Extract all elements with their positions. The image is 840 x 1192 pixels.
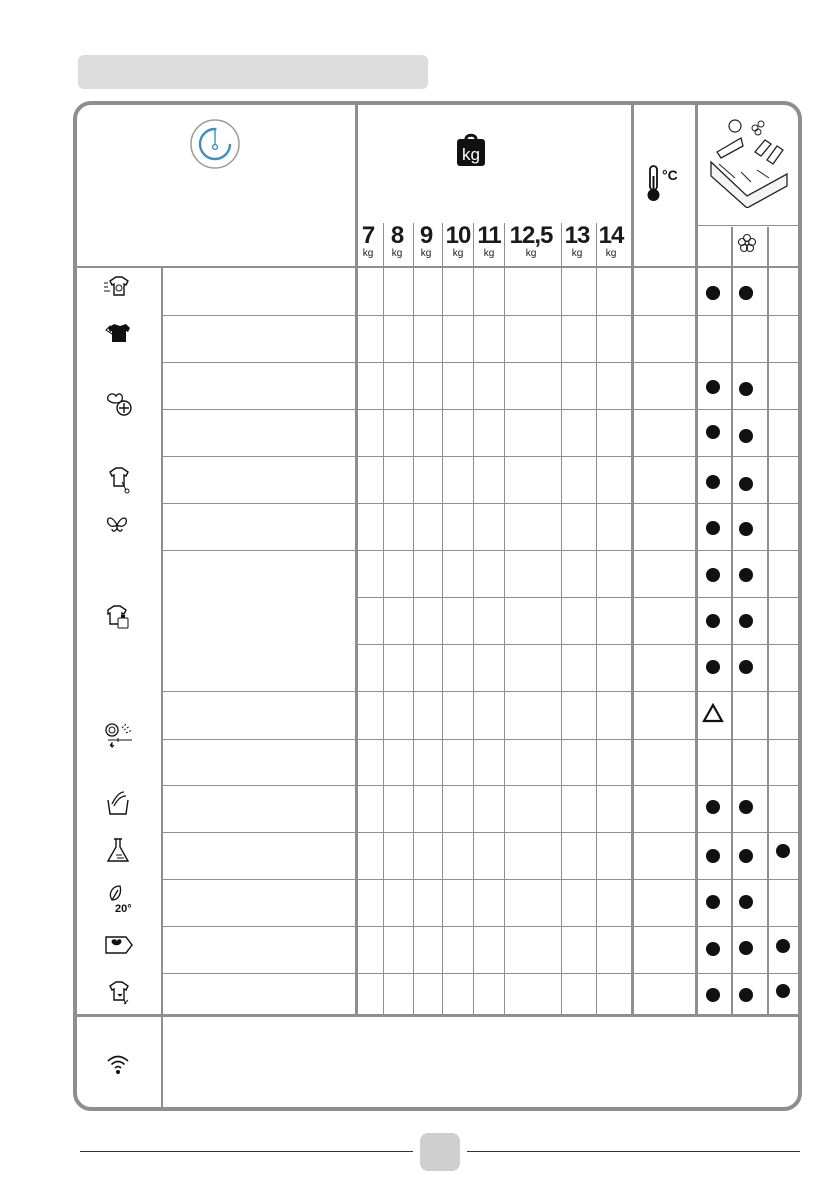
detergent-dot	[739, 568, 753, 582]
detergent-dot	[706, 475, 720, 489]
row-divider	[161, 832, 802, 833]
triangle-icon	[702, 703, 724, 723]
footer-rule	[80, 1151, 413, 1152]
detergent-dot	[739, 614, 753, 628]
row-divider	[161, 879, 802, 880]
shirt-tag-icon	[104, 464, 134, 494]
detergent-dot	[706, 800, 720, 814]
mixed-shirts-icon	[104, 320, 134, 350]
detergent-dot	[739, 660, 753, 674]
flower-icon	[737, 233, 757, 253]
svg-text:°C: °C	[662, 167, 678, 183]
detergent-dot	[706, 849, 720, 863]
detergent-dot	[706, 614, 720, 628]
detergent-dot	[739, 522, 753, 536]
detergent-dot	[739, 988, 753, 1002]
capacity-value: 9	[419, 222, 433, 249]
grid-line	[383, 223, 384, 1015]
svg-text:20°: 20°	[115, 903, 132, 914]
row-divider	[161, 926, 802, 927]
grid-line	[731, 227, 733, 1015]
grid-line	[413, 223, 414, 1015]
stain-shirt-icon	[104, 978, 134, 1008]
row-divider	[161, 739, 802, 740]
row-divider	[161, 456, 802, 457]
shirt-bottle-icon	[104, 602, 134, 632]
grid-line	[504, 223, 505, 1015]
program-selector-icon	[189, 118, 241, 170]
capacity-unit: kg	[571, 248, 583, 259]
detergent-dot	[706, 988, 720, 1002]
row-divider	[355, 644, 802, 645]
detergent-dot	[739, 477, 753, 491]
capacity-unit: kg	[483, 248, 495, 259]
row-divider	[161, 973, 802, 974]
grid-line	[473, 223, 474, 1015]
capacity-label	[509, 224, 553, 259]
wifi-icon	[106, 1052, 130, 1076]
capacity-value: 10	[445, 222, 471, 249]
grid-line	[596, 223, 597, 1015]
eco-20-icon	[104, 884, 134, 914]
rinse-spin-icon	[104, 720, 134, 750]
detergent-dot	[706, 568, 720, 582]
section-title-bar	[78, 55, 428, 89]
grid-line	[442, 223, 443, 1015]
capacity-value: 13	[564, 222, 590, 249]
capacity-value: 8	[390, 222, 404, 249]
page-number-tab	[420, 1133, 460, 1171]
detergent-dot	[706, 895, 720, 909]
detergent-dot	[739, 849, 753, 863]
cotton-plus-icon	[104, 390, 134, 420]
detergent-dot	[706, 521, 720, 535]
row-divider	[161, 503, 802, 504]
butterfly-icon	[104, 511, 134, 541]
header-divider	[77, 266, 802, 268]
thermometer-icon	[644, 164, 684, 204]
detergent-dot	[739, 429, 753, 443]
capacity-unit: kg	[391, 248, 403, 259]
row-divider	[161, 409, 802, 410]
detergent-dot	[739, 895, 753, 909]
capacity-unit: kg	[362, 248, 374, 259]
detergent-dot	[706, 425, 720, 439]
capacity-label	[467, 224, 511, 259]
capacity-unit: kg	[605, 248, 617, 259]
detergent-dot	[739, 382, 753, 396]
footer-rule	[467, 1151, 800, 1152]
grid-line	[695, 225, 802, 226]
capacity-value: 14	[598, 222, 624, 249]
hand-wash-icon	[104, 790, 134, 820]
detergent-dot	[739, 286, 753, 300]
row-divider	[161, 550, 802, 551]
footer-divider	[77, 1014, 802, 1017]
detergent-dot	[739, 941, 753, 955]
row-divider	[161, 315, 802, 316]
weight-icon	[456, 131, 486, 167]
detergent-dot	[706, 942, 720, 956]
capacity-value: 7	[361, 222, 375, 249]
capacity-value: 11	[477, 222, 501, 249]
hygiene-flask-icon	[104, 837, 134, 867]
svg-text:kg: kg	[462, 145, 480, 164]
grid-line	[161, 268, 163, 1111]
grid-line	[767, 227, 769, 1015]
detergent-dot	[706, 660, 720, 674]
detergent-dot	[706, 286, 720, 300]
detergent-drawer-icon	[705, 112, 791, 208]
capacity-unit: kg	[452, 248, 464, 259]
capacity-value: 12,5	[509, 222, 553, 249]
row-divider	[355, 597, 802, 598]
row-divider	[161, 691, 802, 692]
row-divider	[161, 362, 802, 363]
capacity-unit: kg	[525, 248, 537, 259]
detergent-dot	[776, 984, 790, 998]
detergent-dot	[776, 939, 790, 953]
detergent-dot	[706, 380, 720, 394]
detergent-dot	[776, 844, 790, 858]
row-divider	[161, 785, 802, 786]
auto-care-icon	[104, 931, 134, 961]
detergent-dot	[739, 800, 753, 814]
perfect-wash-icon	[104, 273, 134, 303]
grid-line	[561, 223, 562, 1015]
capacity-unit: kg	[420, 248, 432, 259]
capacity-label	[589, 224, 633, 259]
